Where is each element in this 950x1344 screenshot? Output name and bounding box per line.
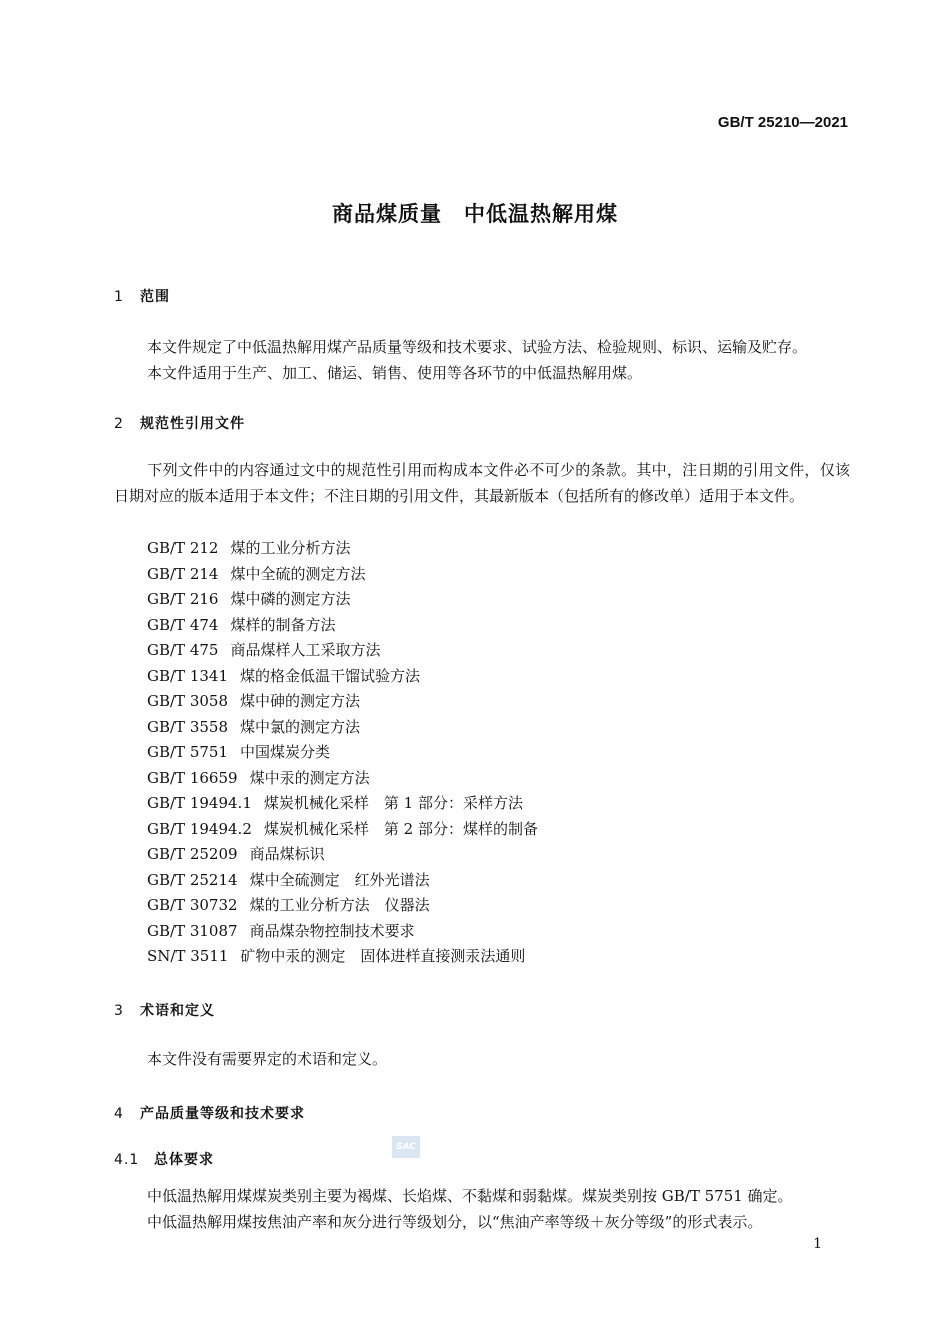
reference-item (147, 562, 538, 588)
reference-item (147, 715, 538, 741)
section-1-heading (114, 286, 170, 306)
section-title: 产品质量等级和技术要求 (140, 1106, 305, 1122)
reference-title: 商品煤标识 (249, 845, 325, 863)
section-title: 术语和定义 (140, 1003, 215, 1019)
paragraph (114, 458, 850, 509)
reference-item (147, 689, 538, 715)
reference-title: 煤中全硫的测定方法 (230, 564, 366, 583)
reference-code: GB/T 5751 (147, 743, 229, 761)
standard-number: GB/T 25210—2021 (717, 114, 848, 131)
page-number: 1 (813, 1236, 822, 1252)
reference-title: 煤的工业分析方法 仪器法 (249, 896, 430, 914)
reference-title: 煤中砷的测定方法 (240, 692, 361, 710)
paragraph: 本文件没有需要界定的术语和定义。 (147, 1050, 388, 1068)
section-number: 3 (114, 1003, 124, 1019)
reference-code: GB/T 214 (147, 564, 219, 583)
reference-code: GB/T 25214 (147, 870, 238, 889)
reference-title: 煤中汞的测定方法 (249, 768, 370, 787)
section-number: 4 (114, 1106, 124, 1122)
section-2-heading (114, 413, 245, 433)
reference-item (147, 536, 538, 562)
reference-list (147, 536, 538, 970)
section-title: 范围 (140, 289, 170, 305)
reference-item (147, 664, 538, 690)
section-number: 1 (114, 289, 124, 305)
paragraph: 本文件规定了中低温热解用煤产品质量等级和技术要求、试验方法、检验规则、标识、运输及贮存。 (147, 338, 808, 356)
reference-title: 商品煤杂物控制技术要求 (249, 921, 415, 940)
section-4-heading (114, 1103, 305, 1123)
section-4-1-heading (114, 1149, 214, 1169)
paragraph: 本文件适用于生产、加工、储运、销售、使用等各环节的中低温热解用煤。 (147, 364, 643, 382)
reference-title: 中国煤炭分类 (240, 743, 331, 761)
reference-code: GB/T 30732 (147, 896, 238, 914)
reference-title: 煤的格金低温干馏试验方法 (240, 666, 421, 685)
section-title: 总体要求 (154, 1152, 214, 1168)
page-title: 商品煤质量 中低温热解用煤 (332, 202, 618, 226)
reference-item (147, 817, 538, 843)
reference-item (147, 587, 538, 613)
section-title: 规范性引用文件 (140, 416, 245, 432)
paragraph: 中低温热解用煤按焦油产率和灰分进行等级划分，以“焦油产率等级＋灰分等级”的形式表示。 (147, 1213, 763, 1231)
section-number: 2 (114, 416, 124, 432)
reference-code: GB/T 31087 (147, 921, 238, 940)
reference-code: GB/T 475 (147, 641, 219, 659)
reference-title: 煤炭机械化采样 第 2 部分：煤样的制备 (263, 819, 538, 838)
reference-title: 煤中磷的测定方法 (230, 590, 351, 608)
reference-item (147, 638, 538, 664)
intro-text: 下列文件中的内容通过文中的规范性引用而构成本文件必不可少的条款。其中，注日期的引用文件，仅该日期对应的版本适用于本文件；不注日期的引用文件，其最新版本（包括所有的修改单）适用于本文件。 (114, 461, 850, 505)
reference-title: 商品煤样人工采取方法 (230, 641, 381, 659)
reference-title: 煤样的制备方法 (230, 615, 336, 634)
reference-title: 煤中氯的测定方法 (240, 717, 361, 736)
reference-code: GB/T 16659 (147, 768, 238, 787)
reference-item (147, 893, 538, 919)
paragraph: 中低温热解用煤煤炭类别主要为褐煤、长焰煤、不黏煤和弱黏煤。煤炭类别按 GB/T 5751 确定。 (147, 1187, 793, 1205)
reference-item (147, 740, 538, 766)
reference-code: GB/T 3558 (147, 717, 229, 736)
reference-item (147, 868, 538, 894)
reference-item (147, 791, 538, 817)
section-3-heading (114, 1000, 215, 1020)
reference-code: GB/T 19494.1 (147, 794, 252, 812)
reference-code: GB/T 1341 (147, 666, 229, 685)
reference-code: SN/T 3511 (147, 947, 229, 965)
reference-code: GB/T 216 (147, 590, 219, 608)
reference-title: 煤炭机械化采样 第 1 部分：采样方法 (263, 794, 523, 812)
reference-title: 煤中全硫测定 红外光谱法 (249, 870, 430, 889)
section-number: 4.1 (114, 1152, 140, 1168)
reference-item (147, 944, 538, 970)
reference-title: 煤的工业分析方法 (230, 539, 351, 557)
reference-code: GB/T 474 (147, 615, 219, 634)
reference-code: GB/T 212 (147, 539, 219, 557)
reference-item (147, 842, 538, 868)
reference-code: GB/T 25209 (147, 845, 238, 863)
reference-item (147, 766, 538, 792)
reference-item (147, 613, 538, 639)
reference-title: 矿物中汞的测定 固体进样直接测汞法通则 (240, 947, 526, 965)
sac-watermark-logo: SAC (392, 1136, 420, 1158)
reference-item (147, 919, 538, 945)
reference-code: GB/T 3058 (147, 692, 229, 710)
reference-code: GB/T 19494.2 (147, 819, 252, 838)
